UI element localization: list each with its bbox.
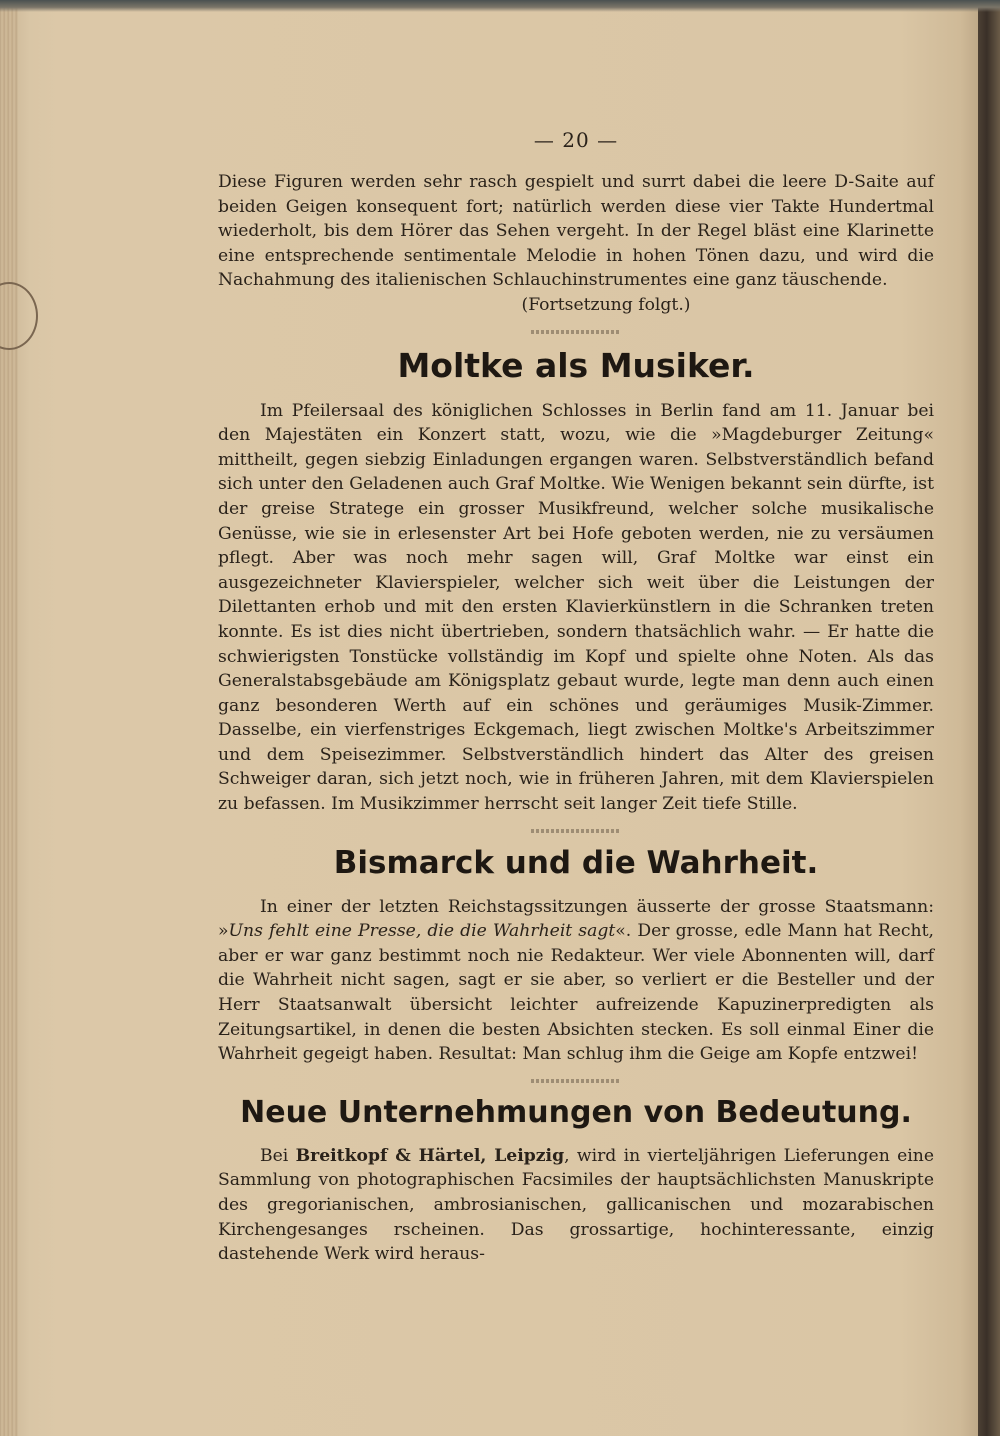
section-divider (531, 829, 621, 833)
neue-heading: Neue Unternehmungen von Bedeutung. (240, 1094, 912, 1130)
intro-paragraph: Diese Figuren werden sehr rasch gespielt und surrt dabei die leere D-Saite auf beiden Geigen konsequent fort; natürlich werden diese vier Takte Hundertmal wiederholt, bis dem Hörer das Sehen vergeht. In der Regel bläst eine Klarinette eine entsprechende sentimentale Melodie in hohen Tönen dazu, und wird die Nachahmung des italienischen Schlauchinstrumentes eine ganz täuschende. (218, 172, 934, 291)
page-number: — 20 — (533, 128, 619, 152)
bismarck-text-before: In einer der letzten Reichstagssitzungen äusserte der grosse Staatsmann: » (218, 896, 934, 942)
book-top-edge (0, 0, 1000, 12)
section-divider (531, 1079, 621, 1083)
neue-text-after: , wird in vierteljährigen Lieferungen eine Sammlung von photographischen Facsimiles der hauptsächlichsten Manuskripte des gregorianischen, ambrosianischen, gallicanischen und mozarabischen Kirchengesanges rscheinen. Das grossartige, hochinteressante, einzig dastehende Werk wird heraus- (218, 1145, 935, 1265)
bismarck-quote: Uns fehlt eine Presse, die die Wahrheit sagt (228, 921, 616, 942)
continuation-note: (Fortsetzung folgt.) (521, 294, 691, 315)
section-divider (531, 330, 621, 334)
neue-paragraph (218, 1144, 934, 1267)
moltke-paragraph: Im Pfeilersaal des königlichen Schlosses in Berlin fand am 11. Januar bei den Majestäten ein Konzert statt, wozu, wie die »Magdeburger Zeitung« mittheilt, gegen siebzig Einladungen ergangen waren. Selbstverständlich befand sich unter den Geladenen auch Graf Moltke. Wie Wenigen bekannt sein dürfte, ist der greise Stratege ein grosser Musikfreund, welcher solche musikalische Genüsse, wie sie in erlesenster Art bei Hofe geboten werden, nie zu versäumen pflegt. Aber was noch mehr sagen will, Graf Moltke war einst ein ausgezeichneter Klavierspieler, welcher sich weit über die Leistungen der Dilettanten erhob und mit den ersten Klavierkünstlern in die Schranken treten konnte. Es ist dies nicht übertrieben, sondern thatsächlich wahr. — Er hatte die schwierigsten Tonstücke vollständig im Kopf und spielte ohne Noten. Als das Generalstabsgebäude am Königsplatz gebaut wurde, legte man denn auch einen ganz besonderen Werth auf ein schönes und geräumiges Musik-Zimmer. Dasselbe, ein vierfenstriges Eckgemach, liegt zwischen Moltke's Arbeitszimmer und dem Speisezimmer. Selbstverständlich hindert das Alter des greisen Schweiger daran, sich jetzt noch, wie in früheren Jahren, mit dem Klavierspielen zu befassen. Im Musikzimmer herrscht seit langer Zeit tiefe Stille. (218, 400, 934, 815)
bismarck-text-after: «. Der grosse, edle Mann hat Recht, aber er war ganz bestimmt noch nie Redakteur. Wer viele Abonnenten will, darf die Wahrheit nicht sagen, sagt er sie aber, so verliert er die Besteller und der Herr Staatsanwalt übersicht leichter aufreizende Kapuzinerpredigten als Zeitungsartikel, in denen die besten Absichten stecken. Es soll einmal Einer die Wahrheit gegeigt haben. Resultat: Man schlug ihm die Geige am Kopfe entzwei! (218, 921, 934, 1065)
bismarck-paragraph (218, 895, 934, 1067)
book-spine-edge (978, 0, 1000, 1436)
page-content (218, 128, 934, 1267)
publisher-name: Breitkopf & Härtel, Leipzig (295, 1145, 565, 1166)
neue-text-before: Bei (260, 1145, 296, 1166)
moltke-heading: Moltke als Musiker. (397, 345, 755, 385)
page-edge-stack (0, 0, 18, 1436)
binding-mark (0, 282, 38, 350)
bismarck-heading: Bismarck und die Wahrheit. (333, 844, 819, 881)
